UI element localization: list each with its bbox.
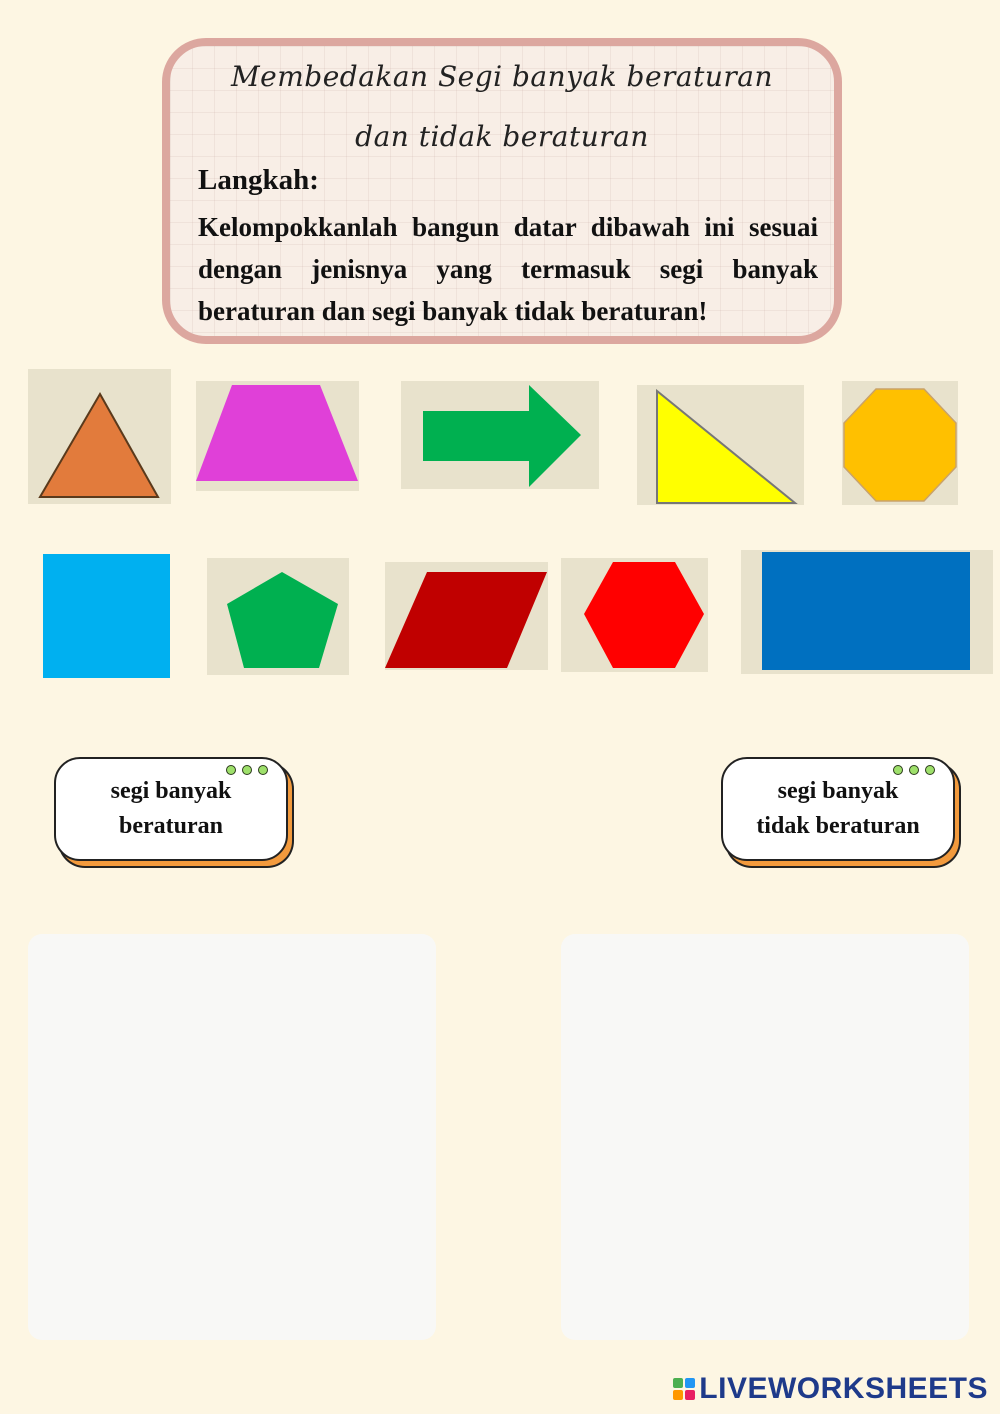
trapezoid-shape [196, 381, 359, 491]
shape-card-hexagon[interactable] [561, 558, 708, 672]
pentagon-shape [207, 558, 349, 675]
rectangle-shape [741, 550, 993, 674]
shape-card-arrow[interactable] [401, 381, 599, 489]
shape-card-right-triangle[interactable] [637, 385, 804, 505]
instruction-card [162, 38, 842, 344]
shape-card-octagon[interactable] [842, 381, 958, 505]
triangle-shape [28, 369, 171, 504]
category-irregular-label [721, 757, 955, 861]
shape-card-rectangle[interactable] [741, 550, 993, 674]
shape-card-parallelogram[interactable] [385, 562, 548, 670]
title-line-2: dan tidak beraturan [355, 120, 649, 153]
shape-card-trapezoid[interactable] [196, 381, 359, 491]
shape-card-square[interactable] [43, 554, 170, 678]
octagon-shape [842, 381, 958, 505]
category-regular-line1: segi banyak [110, 778, 232, 804]
shape-card-triangle[interactable] [28, 369, 171, 504]
drop-zone-irregular[interactable] [561, 934, 969, 1340]
brand-text: LIVEWORKSHEETS [699, 1372, 988, 1405]
shape-card-pentagon[interactable] [207, 558, 349, 675]
logo-grid-icon [673, 1378, 695, 1400]
liveworksheets-logo [673, 1372, 988, 1406]
title-line-1: Membedakan Segi banyak beraturan [230, 60, 774, 93]
window-dots-icon [893, 765, 935, 775]
category-irregular-line1: segi banyak [777, 778, 899, 804]
right-triangle-shape [637, 385, 804, 505]
steps-label: Langkah: [198, 164, 319, 196]
square-shape [43, 554, 170, 678]
drop-zone-regular[interactable] [28, 934, 436, 1340]
arrow-shape [401, 381, 599, 489]
category-regular-line2: beraturan [118, 813, 223, 839]
category-regular-label [54, 757, 288, 861]
hexagon-shape [561, 558, 708, 672]
window-dots-icon [226, 765, 268, 775]
parallelogram-shape [385, 562, 548, 670]
instructions-text: Kelompokkanlah bangun datar dibawah ini sesuai dengan jenisnya yang termasuk segi banyak beraturan dan segi banyak tidak beraturan! [198, 212, 818, 326]
category-irregular-line2: tidak beraturan [756, 813, 920, 839]
